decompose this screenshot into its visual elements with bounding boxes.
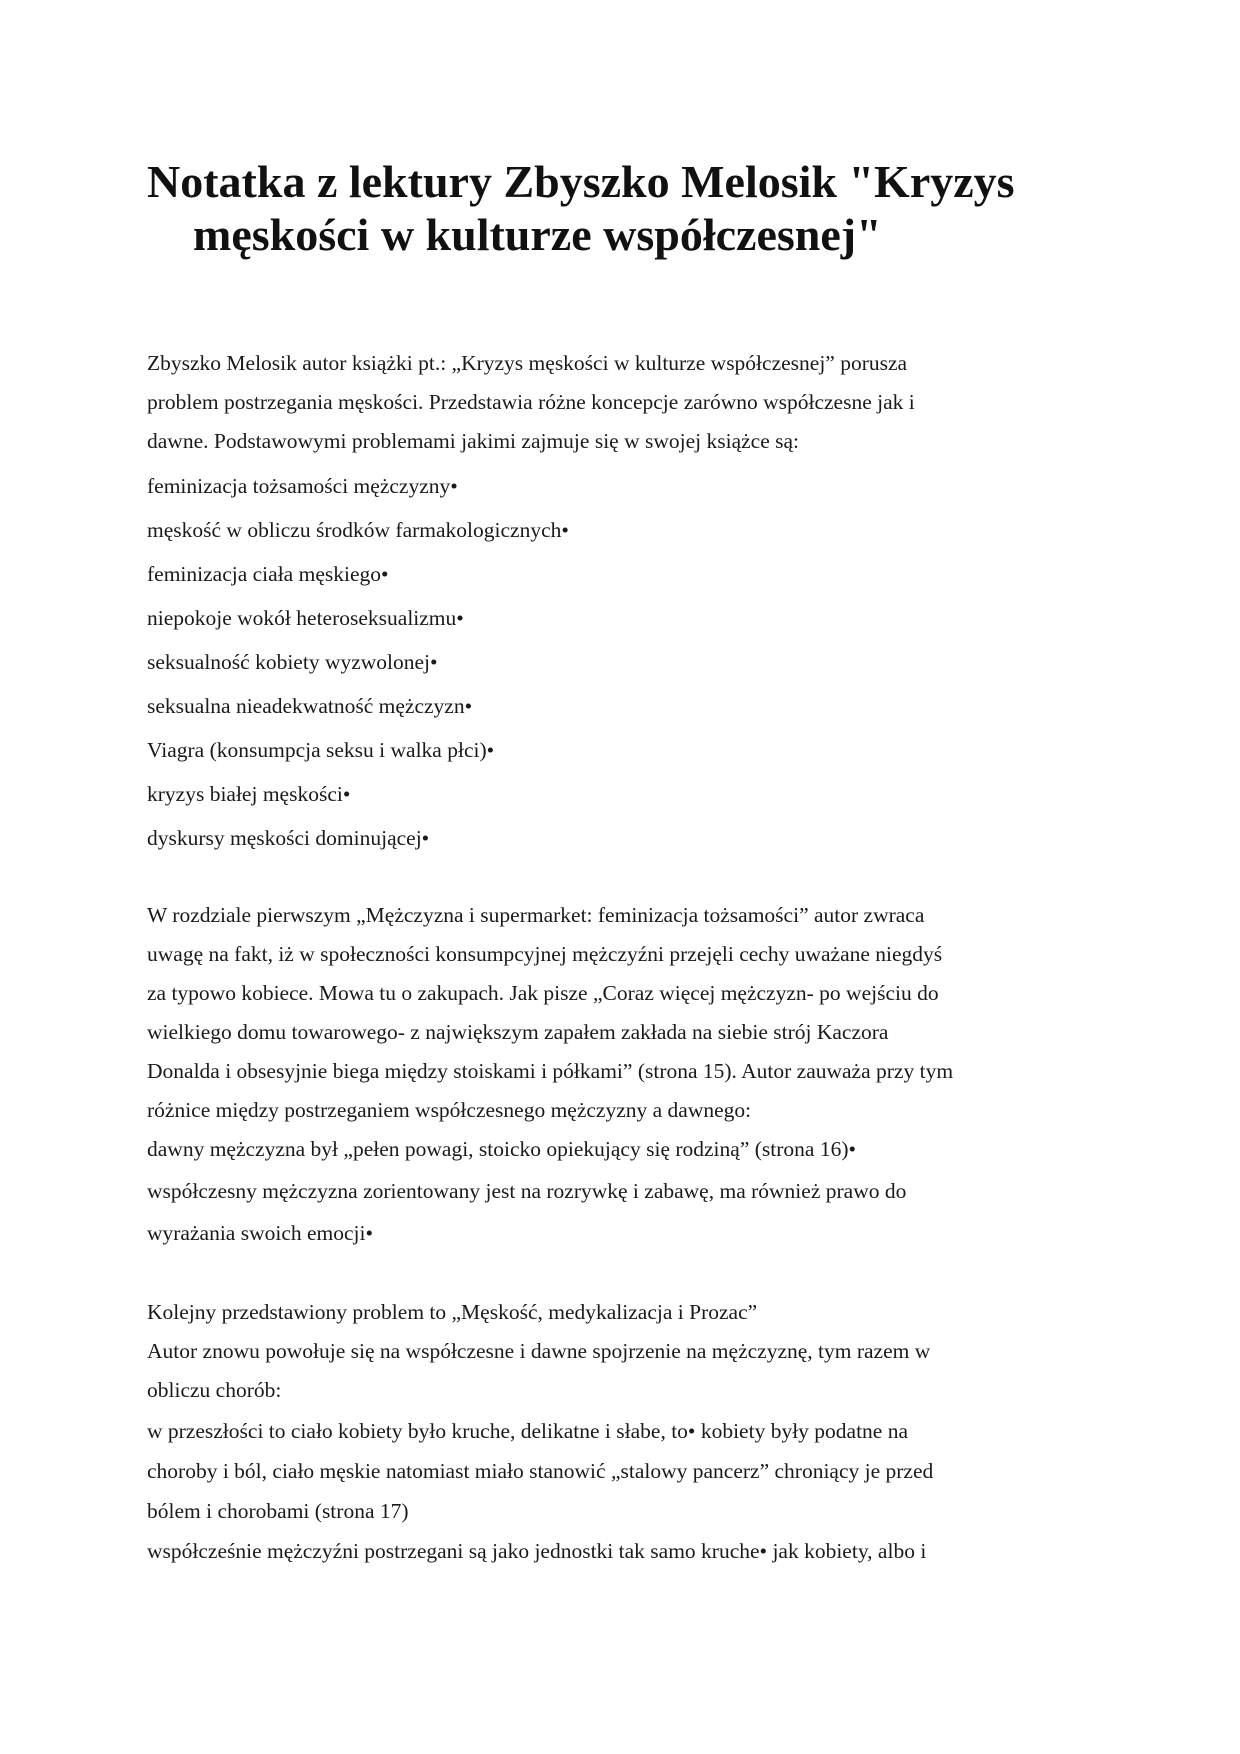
intro-line-1: Zbyszko Melosik autor książki pt.: „Kryzys męskości w kulturze współczesnej” porusza [147,351,908,375]
chapter2-line-1: Kolejny przedstawiony problem to „Męskość, medykalizacja i Prozac” [147,1300,758,1324]
chapter1-line-6: różnice między postrzeganiem współczesnego mężczyzny a dawnego: [147,1098,752,1122]
chapter1-bullet-1: dawny mężczyzna był „pełen powagi, stoicko opiekujący się rodziną” (strona 16)• [147,1137,857,1161]
chapter2-line-3: obliczu chorób: [147,1378,282,1402]
intro-line-2: problem postrzegania męskości. Przedstawia różne koncepcje zarówno współczesne jak i [147,390,915,414]
list-item-sexual-inadequacy: seksualna nieadekwatność mężczyzn• [147,694,473,718]
list-item-feminization-body: feminizacja ciała męskiego• [147,562,389,586]
document-title-line-1: Notatka z lektury Zbyszko Melosik "Kryzys [147,156,1015,207]
list-item-pharmacological: męskość w obliczu środków farmakologicznych• [147,518,569,542]
intro-line-3: dawne. Podstawowymi problemami jakimi zajmuje się w swojej książce są: [147,429,800,453]
chapter2-bullet-1-cont-2: bólem i chorobami (strona 17) [147,1499,409,1523]
chapter2-bullet-1: w przeszłości to ciało kobiety było kruche, delikatne i słabe, to• kobiety były podatne na [147,1419,909,1443]
chapter2-line-2: Autor znowu powołuje się na współczesne i dawne spojrzenie na mężczyznę, tym razem w [147,1339,931,1363]
chapter1-line-1: W rozdziale pierwszym „Mężczyzna i supermarket: feminizacja tożsamości” autor zwraca [147,903,925,927]
chapter1-bullet-2-cont: wyrażania swoich emocji• [147,1221,374,1245]
chapter2-bullet-1-cont-1: choroby i ból, ciało męskie natomiast miało stanowić „stalowy pancerz” chroniący je przed [147,1459,934,1483]
list-item-feminization-identity: feminizacja tożsamości mężczyzny• [147,474,458,498]
chapter2-bullet-2: współcześnie mężczyźni postrzegani są jako jednostki tak samo kruche• jak kobiety, albo i [147,1539,927,1563]
list-item-heterosexuality: niepokoje wokół heteroseksualizmu• [147,606,464,630]
list-item-dominant-discourses: dyskursy męskości dominującej• [147,826,430,850]
chapter1-line-4: wielkiego domu towarowego- z największym zapałem zakłada na siebie strój Kaczora [147,1020,889,1044]
chapter1-line-2: uwagę na fakt, iż w społeczności konsumpcyjnej mężczyźni przejęli cechy uważane niegdyś [147,942,943,966]
chapter1-bullet-2: współczesny mężczyzna zorientowany jest na rozrywkę i zabawę, ma również prawo do [147,1179,907,1203]
list-item-viagra: Viagra (konsumpcja seksu i walka płci)• [147,738,495,762]
document-title-line-2: męskości w kulturze współczesnej" [193,209,882,260]
list-item-liberated-woman: seksualność kobiety wyzwolonej• [147,650,438,674]
list-item-white-masculinity: kryzys białej męskości• [147,782,351,806]
chapter1-line-3: za typowo kobiece. Mowa tu o zakupach. Jak pisze „Coraz więcej mężczyzn- po wejściu do [147,981,939,1005]
chapter1-line-5: Donalda i obsesyjnie biega między stoiskami i półkami” (strona 15). Autor zauważa przy tym [147,1059,954,1083]
